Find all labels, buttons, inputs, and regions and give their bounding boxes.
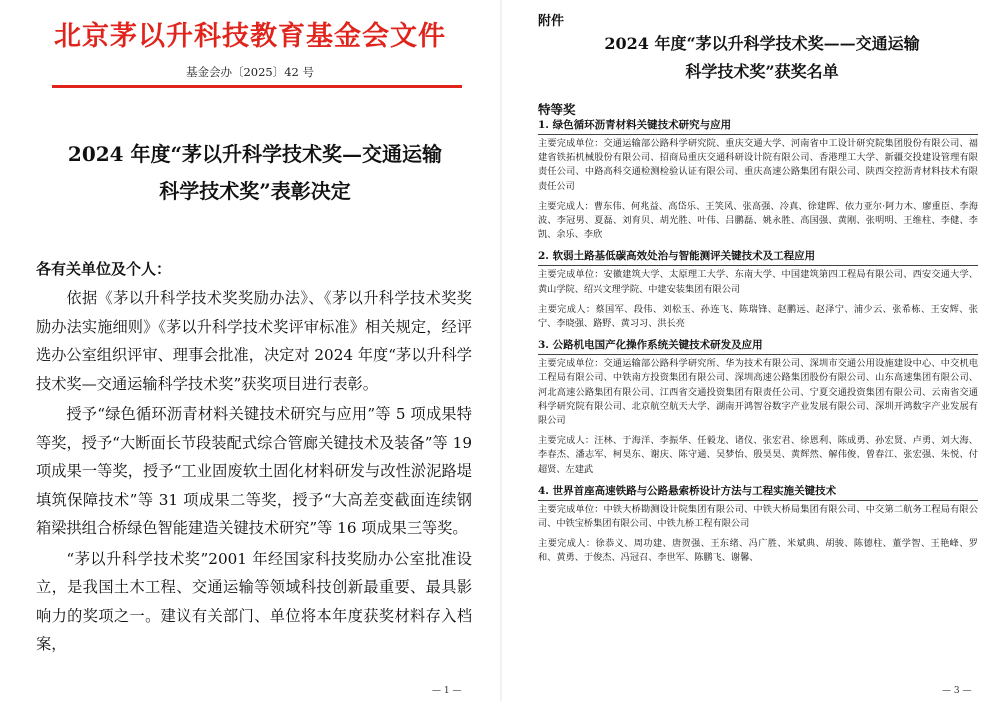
project-entry bbox=[538, 484, 978, 566]
award-list-title-line1: 2024 年度“茅以升科学技术奖——交通运输 bbox=[604, 34, 920, 53]
project-persons: 主要完成人：蔡国军、段伟、刘松玉、孙连飞、陈瑞锋、赵鹏远、赵泽宁、浦少云、张希栋、王安辉、张宁、李晓强、路野、黄习习、洪长亮 bbox=[538, 303, 978, 330]
org-header: 北京茅以升科技教育基金会文件 bbox=[54, 21, 446, 52]
award-list-title bbox=[562, 30, 962, 86]
award-grade-heading: 特等奖 bbox=[538, 102, 576, 117]
project-entry bbox=[538, 338, 978, 477]
project-units: 主要完成单位：交通运输部公路科学研究所、华为技术有限公司、深圳市交通公用设施建设中心、中交机电工程局有限公司、中铁南方投资集团有限公司、深圳高速公路集团股份有限公司、山东高速集团有限公司、河北高速公路集团有限公司、江西省交通投资集团有限责任公司、宁夏交通投资集团有限公司、云南省交通科学研究院有限公司、北京航空航天大学、湖南开鸿智谷数字产业发展有限公司、深圳开鸿数字产业发展有限公司 bbox=[538, 358, 978, 427]
project-title: 2. 软弱土路基低碳高效处治与智能测评关键技术及工程应用 bbox=[538, 250, 816, 263]
decision-title-line1: 2024 年度“茅以升科学技术奖—交通运输 bbox=[67, 142, 443, 166]
project-title: 4. 世界首座高速铁路与公路悬索桥设计方法与工程实施关键技术 bbox=[538, 484, 837, 497]
page-number: — 3 — bbox=[942, 686, 972, 696]
project-divider bbox=[538, 354, 978, 355]
project-units: 主要完成单位：中铁大桥勘测设计院集团有限公司、中铁大桥局集团有限公司、中交第二航务工程局有限公司、中铁宝桥集团有限公司、中铁九桥工程有限公司 bbox=[538, 503, 978, 530]
body-paragraph: 授予“绿色循环沥青材料关键技术研究与应用”等 5 项成果特等奖，授予“大断面长节段装配式综合管廊关键技术及装备”等 19 项成果一等奖，授予“工业固废软土固化材料研发与改性淤泥路堤填筑保障技术”等 31 项成果二等奖，授予“大高差变截面连续钢箱梁拱组合桥绿色智能建造关键技术研究”等 16 项成果三等奖。 bbox=[36, 405, 472, 537]
project-persons: 主要完成人：曹东伟、何兆益、高岱乐、王笑风、张高强、冷真、徐建晖、依力亚尔·阿力木、廖重臣、李海波、李冠男、夏磊、刘育贝、胡光胜、叶伟、吕鹏磊、姚永胜、高国强、黄刚、张明明、王维柱、李健、李凯、余乐、李欣 bbox=[538, 200, 978, 241]
project-divider bbox=[538, 134, 978, 135]
salutation: 各有关单位及个人： bbox=[36, 260, 172, 278]
doc-number: 基金会办〔2025〕42 号 bbox=[185, 65, 315, 79]
project-persons: 主要完成人：徐恭义、周功建、唐贺强、王东绪、冯广胜、米斌典、胡骏、陈德柱、董学智、王艳峰、罗和、黄勇、于俊杰、冯冠召、李世军、陈鹏飞、谢馨、 bbox=[538, 538, 978, 564]
award-list-title-line2: 科学技术奖”获奖名单 bbox=[685, 62, 839, 81]
project-entry bbox=[538, 118, 978, 242]
header-divider bbox=[52, 85, 462, 88]
page-number: — 1 — bbox=[432, 686, 462, 696]
project-list bbox=[538, 118, 978, 573]
project-entry bbox=[538, 249, 978, 331]
decision-body bbox=[36, 284, 472, 661]
project-title: 3. 公路机电国产化操作系统关键技术研发及应用 bbox=[538, 339, 763, 352]
body-paragraph: “茅以升科学技术奖”2001 年经国家科技奖励办公室批准设立，是我国土木工程、交通运输等领域科技创新最重要、最具影响力的奖项之一。建议有关部门、单位将本年度获奖材料存入档案， bbox=[36, 549, 472, 653]
project-units: 主要完成单位：交通运输部公路科学研究院、重庆交通大学、河南省中工设计研究院集团股份有限公司、福建省铁拓机械股份有限公司、招商局重庆交通科研设计院有限公司、香港理工大学、新疆交投建设管理有限责任公司、中路高科交通检测检验认证有限公司、重庆高速公路集团有限公司、陕西交控沥青材料技术有限责任公司 bbox=[538, 138, 978, 192]
decision-title bbox=[40, 136, 470, 210]
body-paragraph: 依据《茅以升科学技术奖奖励办法》、《茅以升科学技术奖奖励办法实施细则》《茅以升科学技术奖评审标准》相关规定，经评选办公室组织评审、理事会批准，决定对 2024 年度“茅以升科学技术奖—交通运输科学技术奖”获奖项目进行表彰。 bbox=[36, 289, 472, 393]
decision-title-line2: 科学技术奖”表彰决定 bbox=[159, 179, 351, 203]
document-page-1 bbox=[0, 0, 500, 701]
project-divider bbox=[538, 500, 978, 501]
project-units: 主要完成单位：安徽建筑大学、太原理工大学、东南大学、中国建筑第四工程局有限公司、西安交通大学、黄山学院、绍兴文理学院、中建安装集团有限公司 bbox=[538, 269, 978, 295]
project-title: 1. 绿色循环沥青材料关键技术研究与应用 bbox=[538, 119, 732, 131]
project-divider bbox=[538, 265, 978, 266]
annex-label: 附件 bbox=[538, 14, 565, 29]
project-persons: 主要完成人：汪林、于海洋、李振华、任毅龙、诸仪、张宏君、徐恩利、陈成勇、孙宏贤、卢勇、刘大海、李春杰、潘志军、柯昊东、谢庆、陈守通、吴梦怡、殷昊昊、黄辉然、解伟俊、曾春江、张宏强、朱悦、付超贤、左建武 bbox=[538, 435, 978, 475]
document-page-3 bbox=[502, 0, 1004, 701]
